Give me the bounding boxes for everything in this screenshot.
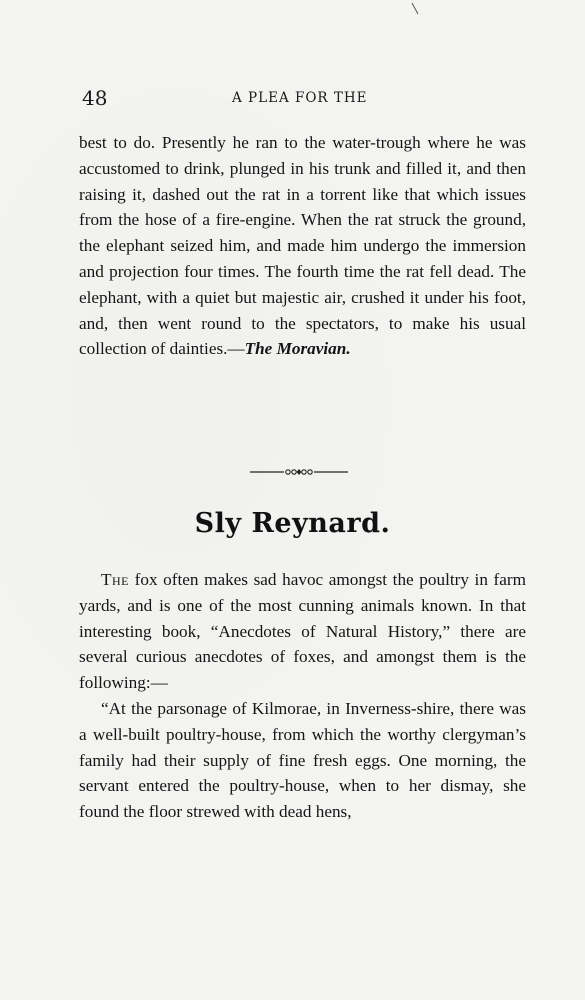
body-text-bottom [79,567,526,825]
paragraph-elephant [79,130,526,362]
ornament-divider-icon [250,467,348,477]
attribution: The Moravian. [244,339,351,359]
paragraph-fox-intro [79,567,526,696]
lead-word: The [101,570,129,589]
body-text-top [79,130,526,362]
running-title: A PLEA FOR THE [232,90,368,106]
stray-mark [410,2,424,16]
page-header [82,86,527,110]
paragraph-elephant-text: best to do. Presently he ran to the water-trough where he was accustomed to drink, plunged in his trunk and filled it, and then raising it, dashed out the rat in a torrent like that which issues from the hose of a fire-engine. When the rat struck the ground, the elephant seized him, and made him undergo the immersion and projection four times. The fourth time the rat fell dead. The elephant, with a quiet but majestic air, crushed it under his foot, and, then went round to the spectators, to make his usual collection of dainties.— [79,133,526,359]
paragraph-fox-intro-text: fox often makes sad havoc amongst the poultry in farm yards, and is one of the most cunning animals known. In that interesting book, “Anecdotes of Natural History,” there are several curious anecdotes of foxes, and amongst them is the following:— [79,570,526,693]
section-title: Sly Reynard. [194,508,391,539]
paragraph-quote: “At the parsonage of Kilmorae, in Inverness-shire, there was a well-built poultry-house, from which the worthy clergyman’s family had their supply of fine fresh eggs. One morning, the servant entered the poultry-house, when to her dismay, she found the floor strewed with dead hens, [79,698,526,822]
page-number: 48 [82,86,108,110]
